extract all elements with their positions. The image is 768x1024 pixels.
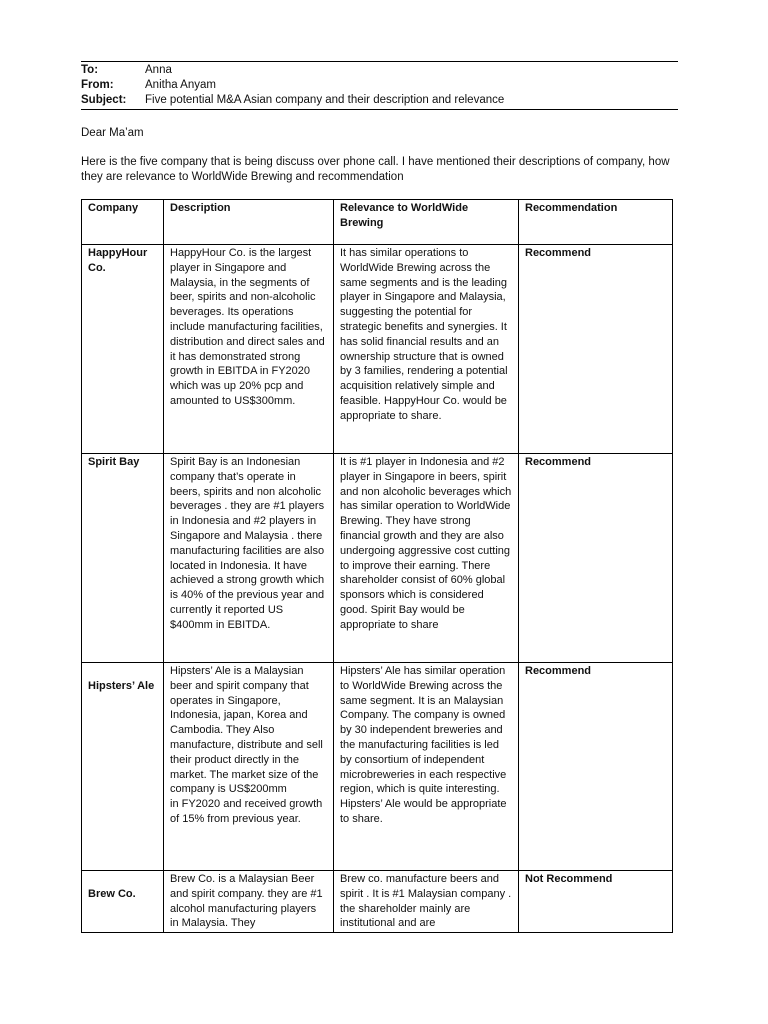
company-description: HappyHour Co. is the largest player in Singapore and Malaysia, in the segments of beer, spirits and non-alcoholic beverages. Its operations include manufacturing facilities, distribution and direct sales and it has demonstrated strong growth in EBITDA in FY2020 which was up 20% pcp and amounted to US$300mm.: [164, 245, 334, 454]
from-row: [81, 78, 678, 93]
table-row: [82, 454, 673, 663]
salutation: Dear Ma’am: [81, 127, 144, 139]
table-row: [82, 663, 673, 871]
company-cell: [82, 663, 164, 871]
header-bottom-rule: [81, 109, 678, 110]
company-name: HappyHour Co.: [82, 245, 164, 454]
memo-header: [81, 63, 678, 108]
header-relevance: Relevance to WorldWide Brewing: [334, 200, 519, 245]
subject-value: Five potential M&A Asian company and their description and relevance: [145, 94, 505, 106]
company-relevance: It is #1 player in Indonesia and #2 player in Singapore in beers, spirit and non alcoholic beverages which has similar operation to WorldWide Brewing. They have strong financial growth and they are also undergoing aggressive cost cutting to improve their earning. There shareholder consist of 60% global sponsors which is considered good. Spirit Bay would be appropriate to share: [334, 454, 519, 663]
company-description: Hipsters’ Ale is a Malaysian beer and spirit company that operates in Singapore, Indonesia, japan, Korea and Cambodia. They Also manufacture, distribute and sell their product directly in the market. The market size of the company is US$200mm in FY2020 and received growth of 15% from previous year.: [164, 663, 334, 871]
header-recommendation: Recommendation: [519, 200, 673, 245]
company-description: Brew Co. is a Malaysian Beer and spirit company. they are #1 alcohol manufacturing players in Malaysia. They: [164, 871, 334, 933]
table-header-row: [82, 200, 673, 245]
header-description: Description: [164, 200, 334, 245]
from-value: Anitha Anyam: [145, 79, 216, 91]
company-name: Spirit Bay: [82, 454, 164, 663]
company-recommendation: Recommend: [519, 454, 673, 663]
company-relevance: It has similar operations to WorldWide Brewing across the same segments and is the leading player in Singapore and Malaysia, suggesting the potential for strategic benefits and synergies. It has solid financial results and an ownership structure that is owned by 3 families, rendering a potential acquisition relatively simple and feasible. HappyHour Co. would be appropriate to share.: [334, 245, 519, 454]
company-name: Brew Co.: [88, 888, 136, 900]
to-row: [81, 63, 678, 78]
header-company: Company: [82, 200, 164, 245]
company-recommendation: Recommend: [519, 245, 673, 454]
company-relevance: Hipsters’ Ale has similar operation to WorldWide Brewing across the same segment. It is an Malaysian Company. The company is owned by 30 independent breweries and the manufacturing facilities is led by consortium of independent microbreweries in each respective region, which is quite interesting. Hipsters’ Ale would be appropriate to share.: [334, 663, 519, 871]
company-recommendation: Recommend: [519, 663, 673, 871]
to-label: To:: [81, 64, 99, 76]
from-label: From:: [81, 79, 114, 91]
company-name: Hipsters’ Ale: [88, 680, 155, 692]
subject-label: Subject:: [81, 94, 127, 106]
to-value: Anna: [145, 64, 172, 76]
intro-paragraph: Here is the five company that is being discuss over phone call. I have mentioned their descriptions of company, how they are relevance to WorldWide Brewing and recommendation: [81, 156, 670, 183]
table-row: [82, 871, 673, 933]
company-table: [81, 199, 673, 933]
company-recommendation: Not Recommend: [519, 871, 673, 933]
company-relevance: Brew co. manufacture beers and spirit . It is #1 Malaysian company . the shareholder mainly are institutional and are: [334, 871, 519, 933]
header-top-rule: [81, 61, 678, 62]
table-row: [82, 245, 673, 454]
company-description: Spirit Bay is an Indonesian company that’s operate in beers, spirits and non alcoholic beverages . they are #1 players in Indonesia and #2 players in Singapore and Malaysia . there manufacturing facilities are also located in Indonesia. It have achieved a strong growth which is 40% of the previous year and currently it reported US $400mm in EBITDA.: [164, 454, 334, 663]
subject-row: [81, 93, 678, 108]
company-cell: [82, 871, 164, 933]
